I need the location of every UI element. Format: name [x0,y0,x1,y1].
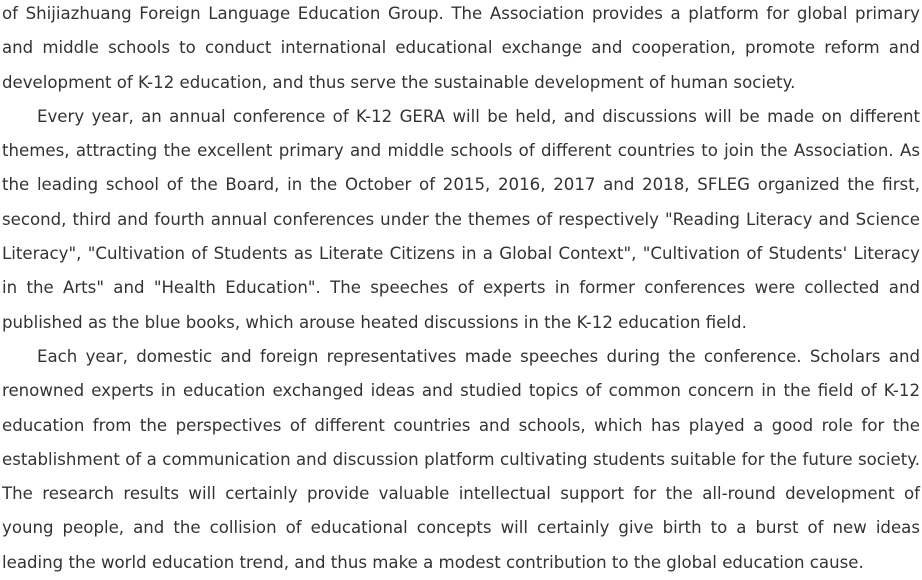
paragraph-speeches: Each year, domestic and foreign representatives made speeches during the conference. Scholars and renowned experts in education exchanged ideas and studied topics of common concern in the field of K-12 education from the perspectives of different countries and schools, which has played a good role for the establishment of a communication and discussion platform cultivating students suitable for the future society. The research results will certainly provide valuable intellectual support for the all-round development of young people, and the collision of educational concepts will certainly give birth to a burst of new ideas leading the world education trend, and thus make a modest contribution to the global education cause. [2,346,920,572]
paragraph-association-intro: of Shijiazhuang Foreign Language Education Group. The Association provides a platform for global primary and middle schools to conduct international educational exchange and cooperation, promote reform and development of K-12 education, and thus serve the sustainable development of human society. [2,4,920,92]
paragraph-annual-conference: Every year, an annual conference of K-12 GERA will be held, and discussions will be made on different themes, attracting the excellent primary and middle schools of different countries to join the Association. As the leading school of the Board, in the October of 2015, 2016, 2017 and 2018, SFLEG organized the first, second, third and fourth annual conferences under the themes of respectively "Reading Literacy and Science Literacy", "Cultivation of Students as Literate Citizens in a Global Context", "Cultivation of Students' Literacy in the Arts" and "Health Education". The speeches of experts in former conferences were collected and published as the blue books, which arouse heated discussions in the K-12 education field. [2,106,920,332]
